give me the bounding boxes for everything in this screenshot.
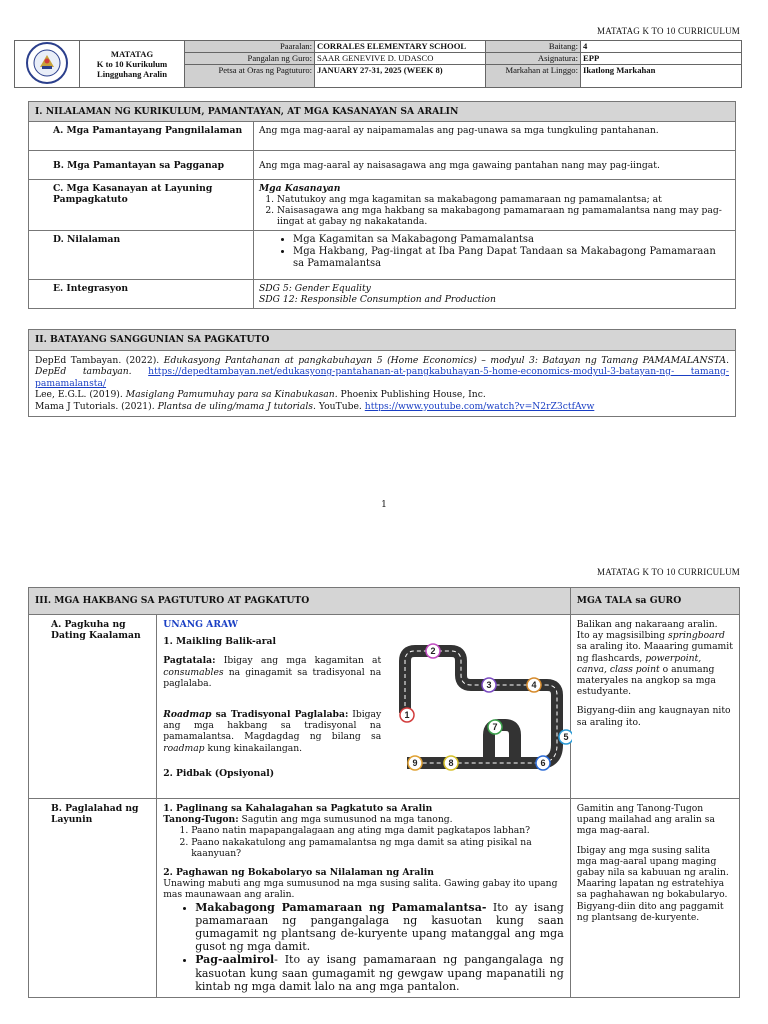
date-value: JANUARY 27-31, 2025 (WEEK 8) (315, 65, 486, 88)
row-e-label: E. Integrasyon (29, 280, 254, 309)
row-d-content (254, 231, 736, 280)
brand-block (80, 41, 185, 88)
note-b-1: Gamitin ang Tanong-Tugon upang mailahad ang aralin sa mga mag-aaral. (576, 803, 715, 837)
references (29, 350, 736, 417)
ref1-link[interactable]: https://depedtambayan.net/edukasyong-pantahanan-at-pangkabuhayan-5-home-economics-modyul-3-batayan-ng- tamang-pamamalansta/ (35, 366, 729, 389)
brand-line-1: MATATAG (110, 49, 154, 59)
svg-text:4: 4 (531, 680, 537, 690)
task1-italic: consumables (163, 666, 224, 678)
vocab-intro: Unawing mabuti ang mga sumusunod na mga susing salita. Gawing gabay ito upang mas maunawaan ang aralin. (163, 878, 558, 901)
ref3-link[interactable]: https://www.youtube.com/watch?v=N2rZ3ctfAvw (364, 400, 595, 412)
deped-seal (15, 41, 80, 88)
roadmap-stop-8 (444, 756, 458, 770)
question-item: 2. Paano nakakatulong ang pamamalantsa ng mga damit sa ating pisikal na kaanyuan? (191, 837, 564, 859)
section-1-table (28, 101, 736, 309)
task1-text-2: na ginagamit sa tradisyonal na paglalaba. (163, 666, 382, 689)
section-1-title: I. NILALAMAN NG KURIKULUM, PAMANTAYAN, AT MGA KASANAYAN SA ARALIN (29, 102, 736, 122)
subject-value: EPP (581, 53, 742, 65)
date-label: Petsa at Oras ng Pagtuturo: (185, 65, 315, 88)
row-c-title: Mga Kasanayan (259, 183, 341, 194)
page-number: 1 (381, 500, 387, 510)
brand-line-3: Lingguhang Aralin (97, 69, 167, 79)
teacher-label: Pangalan ng Guro: (185, 53, 315, 65)
task2-text-2: kung kinakailangan. (204, 742, 303, 754)
row-e-content (254, 280, 736, 309)
content-item: • Mga Kagamitan sa Makabagong Pamamalantsa (293, 234, 730, 246)
svg-text:3: 3 (486, 680, 492, 690)
b-heading-1: 1. Paglinang sa Kahalagahan sa Pagkatuto sa Aralin (163, 803, 433, 814)
review-task-2 (163, 709, 381, 754)
grade-value: 4 (581, 41, 742, 53)
section-2-table (28, 329, 736, 417)
part-a-label: A. Pagkuha ng Dating Kaalaman (29, 615, 157, 799)
brand-line-2: K to 10 Kurikulum (96, 59, 168, 69)
roadmap-stop-5 (559, 730, 572, 744)
vocab-item: • Makabagong Pamamaraan ng Pamamalantsa- Ito ay isang pamamaraan ng pangangalaga ng kasuotan kung saan gumagamit ng plantsang de-kuryente upang matanggal ang mga gusot ng mga damit. (195, 901, 564, 954)
ref1-title: Edukasyong Pantahanan at pangkabuhayan 5 (Home Economics) – modyul 3: Batayan ng Tamang PAMAMALANSTA. DepEd tambayan. (35, 354, 729, 377)
question-item: 1. Paano natin mapapangalagaan ang ating mga damit pagkatapos labhan? (191, 825, 564, 836)
deped-seal-icon (25, 41, 69, 85)
row-b-label: B. Mga Pamantayan sa Pagganap (29, 151, 254, 180)
roadmap-stop-3 (482, 678, 496, 692)
ref2-author: Lee, E.G.L. (2019). (35, 389, 126, 400)
part-b-content (157, 799, 571, 998)
row-a-label: A. Mga Pamantayang Pangnilalaman (29, 122, 254, 151)
subject-label: Asignatura: (486, 53, 581, 65)
task2-label: sa Tradisyonal Paglalaba: (211, 709, 349, 721)
task2-italic-2: roadmap (163, 742, 205, 754)
tanong-tugon: Tanong-Tugon: Sagutin ang mga sumusunod na mga tanong. (163, 814, 453, 826)
svg-text:2: 2 (430, 646, 436, 656)
row-c-content (254, 180, 736, 231)
section-2-title: II. BATAYANG SANGGUNIAN SA PAGKATUTO (29, 330, 736, 351)
skill-item: 2. Naisasagawa ang mga hakbang sa makabagong pamamaraan ng pamamalantsa nang may pag-iingat at gabay ng nakakatanda. (277, 205, 730, 227)
part-a-content (157, 615, 571, 799)
quarter-value: Ikatlong Markahan (581, 65, 742, 88)
reference-3 (35, 401, 729, 413)
content-item: • Mga Hakbang, Pag-iingat at Iba Pang Dapat Tandaan sa Makabagong Pamamaraan sa Pamamalantsa (293, 246, 730, 270)
curriculum-header-2: MATATAG K TO 10 CURRICULUM (597, 567, 740, 577)
teacher-value: SAAR GENEVIVE D. UDASCO (315, 53, 486, 65)
svg-text:9: 9 (412, 758, 418, 768)
school-value: CORRALES ELEMENTARY SCHOOL (315, 41, 486, 53)
ref1-author: DepEd Tambayan. (2022). (35, 354, 164, 366)
quarter-label: Markahan at Linggo: (486, 65, 581, 88)
task1-text: Ibigay ang mga kagamitan at (215, 655, 382, 667)
row-a-text: Ang mga mag-aaral ay naipamamalas ang pag-unawa sa mga tungkuling pantahanan. (254, 122, 736, 151)
svg-text:6: 6 (540, 758, 546, 768)
section-3-table (28, 587, 740, 998)
review-task-1 (163, 655, 381, 689)
sdg-item: SDG 5: Gender Equality (259, 283, 371, 294)
svg-text:7: 7 (492, 722, 498, 732)
roadmap-stop-1 (400, 708, 414, 722)
row-b-text: Ang mga mag-aaral ay naisasagawa ang mga gawaing pantahan nang may pag-iingat. (254, 151, 736, 180)
school-label: Paaralan: (185, 41, 315, 53)
b-heading-2: 2. Paghawan ng Bokabolaryo sa Nilalaman ng Aralin (163, 867, 434, 879)
lesson-header-table (14, 40, 742, 88)
ref3-source: YouTube. (315, 400, 365, 412)
review-heading: 1. Maikling Balik-aral (163, 636, 276, 648)
task1-label: Pagtatala: (163, 655, 216, 667)
task2-text: Ibigay ang mga hakbang sa tradisyonal na pamamalantsa. Magdagdag ng bilang sa (163, 709, 382, 743)
ref3-title: Plantsa de uling/mama J tutorials. (157, 400, 316, 412)
skill-item: 1. Natutukoy ang mga kagamitan sa makabagong pamamaraan ng pamamalantsa; at (277, 194, 730, 205)
roadmap-stop-9 (408, 756, 422, 770)
grade-label: Baitang: (486, 41, 581, 53)
ref2-title: Masiglang Pamumuhay para sa Kinabukasan. (125, 389, 338, 400)
svg-text:5: 5 (563, 732, 569, 742)
sdg-item: SDG 12: Responsible Consumption and Production (259, 294, 496, 305)
svg-text:1: 1 (404, 710, 410, 720)
roadmap-illustration (397, 643, 572, 777)
ref3-author: Mama J Tutorials. (2021). (35, 400, 158, 412)
reference-2 (35, 389, 729, 401)
row-c-label: C. Mga Kasanayan at Layuning Pampagkatuto (29, 180, 254, 231)
roadmap-stop-4 (527, 678, 541, 692)
curriculum-header: MATATAG K TO 10 CURRICULUM (597, 26, 740, 36)
vocab-item: • Pag-aalmirol- Ito ay isang pamamaraan ng pangangalaga ng kasuotan kung saan gumagamit ng gewgaw upang mapanatili ng kintab ng mga damit lalo na ang mga pantalon. (195, 953, 564, 993)
ref2-publisher: Phoenix Publishing House, Inc. (337, 389, 486, 400)
day-label: UNANG ARAW (163, 619, 238, 630)
task2-italic: Roadmap (163, 709, 212, 721)
feedback-heading: 2. Pidbak (Opsiyonal) (163, 767, 275, 779)
roadmap-stop-6 (536, 756, 550, 770)
notes-title: MGA TALA sa GURO (570, 588, 739, 615)
part-b-notes (570, 799, 739, 998)
reference-1 (35, 355, 729, 390)
section-3-title: III. MGA HAKBANG SA PAGTUTURO AT PAGKATUTO (29, 588, 571, 615)
row-d-label: D. Nilalaman (29, 231, 254, 280)
note-a-2: Bigyang-diin ang kaugnayan nito sa araling ito. (576, 705, 731, 728)
note-a-1: Balikan ang nakaraang aralin. Ito ay magsisilbing springboard sa araling ito. Maaaring gumamit ng flashcards, powerpoint, canva, class point o anumang materyales na angkop sa mga estudyante. (576, 619, 733, 698)
part-a-notes (570, 615, 739, 799)
roadmap-stop-2 (426, 644, 440, 658)
svg-text:8: 8 (448, 758, 454, 768)
part-b-label: B. Paglalahad ng Layunin (29, 799, 157, 998)
note-b-2: Ibigay ang mga susing salita mga mag-aaral upang maging gabay nila sa kabuuan ng aralin. Maaring lapatan ng estratehiya sa paghahawan ng bokabularyo. Bigyang-diin dito ang paggamit ng plantsang de-kuryente. (576, 844, 729, 923)
roadmap-stop-7 (488, 720, 502, 734)
